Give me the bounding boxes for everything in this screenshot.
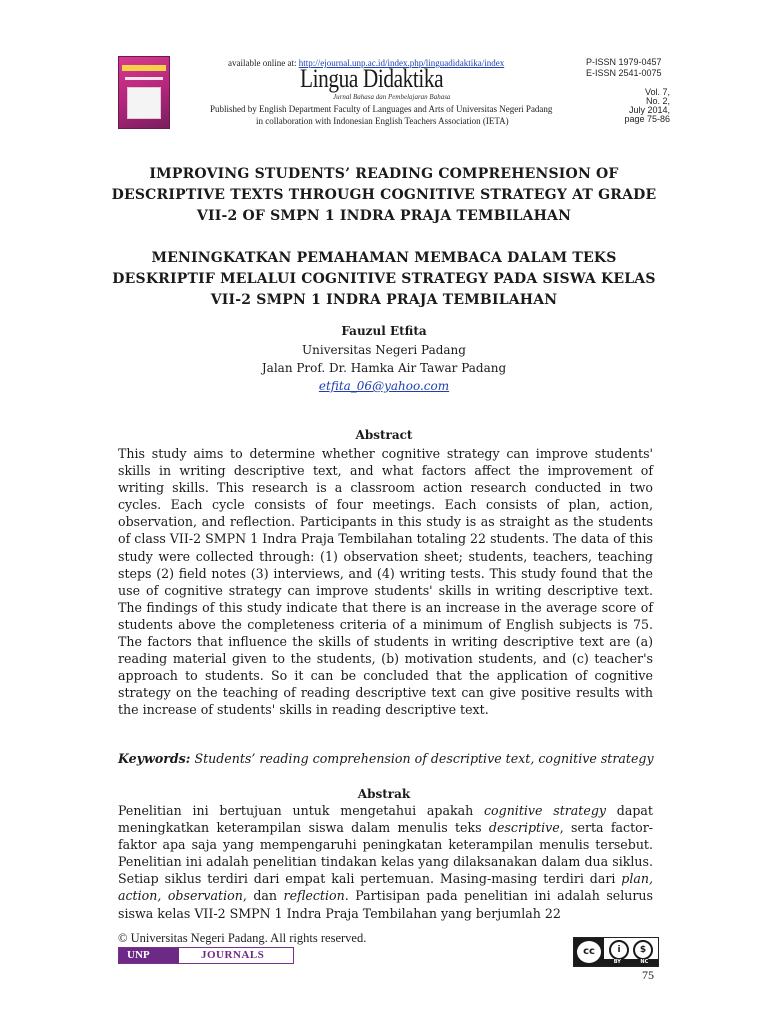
abstract-text: This study aims to determine whether cognitive strategy can improve students' skills in writing descriptive text, and what factors affect the improvement of writing skills. This research is a classroom action research conducted in two cycles. Each cycle consists of four meetings. Each consists of plan, action, observation, and reflection. Participants in this study is as straight as the students of class VII-2 SMPN 1 Indra Praja Tembilahan totaling 22 students. The data of this study were collected through: (1) observation sheet; students, teachers, teaching steps (2) field notes (3) interviews, and (4) writing tests. This study found that the use of cognitive strategy can improve students' skills in writing descriptive text. The findings of this study indicate that there is an increase in the average score of students above the completeness criteria of a minimum of English subjects is 75. The factors that influence the skills of students in writing descriptive text are (a) reading material given to the students, (b) motivation students, and (c) teacher's approach to students. So it can be concluded that the application of cognitive strategy on the teaching of reading descriptive text can give positive results with the increase of students' skills in reading descriptive text. [118, 446, 653, 718]
author-affiliation: Universitas Negeri Padang [302, 343, 466, 357]
abstrak-part-4: , dan [242, 888, 284, 904]
abstrak-part-2: dapat meningkatkan keterampilan siswa dalam menulis teks [118, 803, 653, 836]
cc-by-label: BY [613, 959, 621, 965]
author-address: Jalan Prof. Dr. Hamka Air Tawar Padang [261, 361, 507, 375]
unp-journals-banner [118, 947, 294, 964]
cc-by-icon: i [609, 940, 629, 960]
issue-date: July 2014, [628, 105, 670, 115]
abstrak-part-5: . Partisipan pada penelitian ini adalah selurus siswa kelas VII-2 SMPN 1 Indra Praja Tembilahan yang berjumlah 22 [118, 888, 653, 921]
unp-label: UNP [119, 948, 179, 963]
e-issn: E-ISSN 2541-0075 [586, 68, 662, 78]
abstrak-heading: Abstrak [357, 787, 411, 801]
issue-number: No. 2, [645, 96, 670, 106]
creative-commons-badge [573, 937, 659, 967]
abstrak-emphasis-4: reflection [283, 888, 345, 904]
keywords-label: Keywords: [118, 751, 191, 766]
page-number: 75 [642, 968, 654, 982]
publisher-line-2: in collaboration with Indonesian English Teachers Association (IETA) [256, 116, 509, 126]
copyright-notice: © Universitas Negeri Padang. All rights reserved. [118, 931, 367, 945]
cc-logo-icon: cc [577, 941, 601, 963]
cc-nc-label: NC [640, 959, 649, 965]
title-indonesian: MENINGKATKAN PEMAHAMAN MEMBACA DALAM TEKS DESKRIPTIF MELALUI COGNITIVE STRATEGY PADA SISWA KELAS VII-2 SMPN 1 INDRA PRAJA TEMBILAHAN [112, 250, 656, 308]
journal-cover-image [118, 56, 170, 129]
author-name: Fauzul Etfita [341, 324, 427, 338]
journals-label: JOURNALS [201, 949, 265, 961]
title-english: IMPROVING STUDENTS’ READING COMPREHENSION OF DESCRIPTIVE TEXTS THROUGH COGNITIVE STRATEGY AT GRADE VII-2 OF SMPN 1 INDRA PRAJA TEMBILAHAN [111, 166, 657, 224]
abstrak-emphasis-2: descriptive [488, 820, 560, 836]
keywords-line [118, 751, 678, 766]
abstrak-text [118, 802, 653, 922]
issn-block [586, 57, 676, 79]
cc-logo-panel [574, 938, 604, 966]
journal-url-link[interactable]: http://ejournal.unp.ac.id/index.php/linguadidaktika/index [298, 58, 505, 68]
abstrak-emphasis-1: cognitive strategy [484, 803, 607, 818]
publisher-line-1: Published by English Department Faculty of Languages and Arts of Universitas Negeri Padang [210, 104, 553, 114]
cc-license-labels [604, 959, 658, 966]
abstrak-part-1: Penelitian ini bertujuan untuk mengetahui apakah [118, 803, 484, 818]
abstrak-emphasis-3: plan, action, observation [118, 871, 653, 904]
available-online-label: available online at: [228, 58, 297, 68]
journal-subtitle: Jurnal Bahasa dan Pembelajaran Bahasa [333, 93, 451, 101]
page-range: page 75-86 [624, 114, 670, 124]
abstract-heading: Abstract [355, 428, 413, 442]
cc-nc-icon: $ [633, 940, 653, 960]
keywords-text: Students’ reading comprehension of descriptive text, cognitive strategy [194, 751, 654, 766]
abstrak-part-3: , serta factor-faktor apa saja yang mempengaruhi peningkatan keterampilan menulis tersebut. Penelitian ini adalah penelitian tindakan kelas yang dilaksanakan dalam dua siklus. Setiap siklus terdiri dari empat kali pertemuan. Masing-masing terdiri dari [118, 820, 654, 887]
p-issn: P-ISSN 1979-0457 [586, 57, 662, 67]
volume-block [600, 88, 670, 124]
journal-name: Lingua Didaktika [300, 64, 444, 93]
author-email-link[interactable]: etfita_06@yahoo.com [318, 379, 450, 393]
volume: Vol. 7, [644, 87, 670, 97]
